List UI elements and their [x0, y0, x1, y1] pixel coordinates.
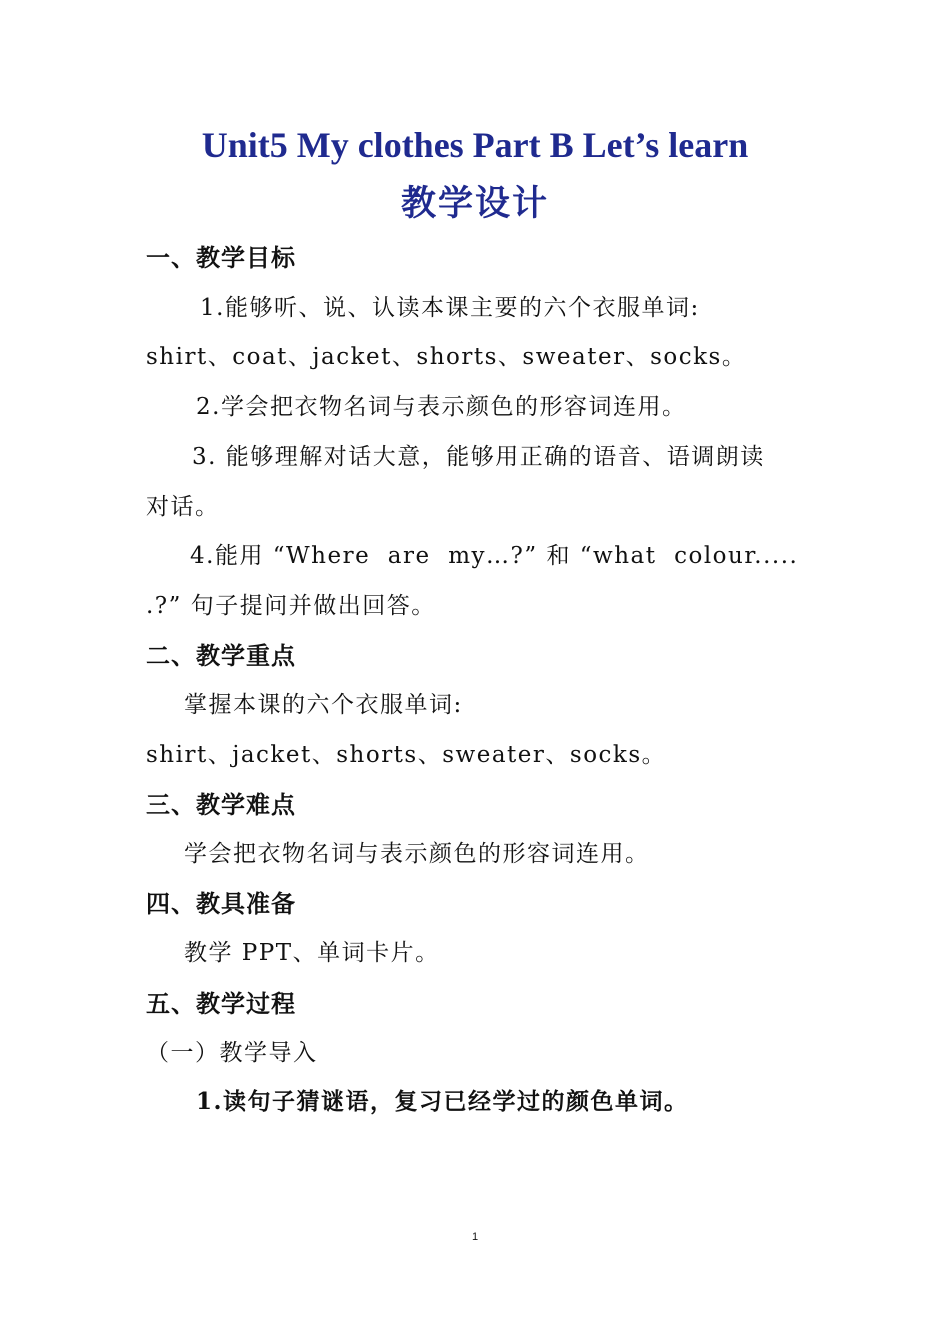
heading-key-points: 二、教学重点 [146, 642, 296, 670]
heading-difficulties: 三、教学难点 [146, 791, 296, 819]
heading-process: 五、教学过程 [146, 990, 296, 1018]
document-title: Unit5 My clothes Part B Let’s learn [201, 125, 749, 165]
process-sub-heading: （一）教学导入 [146, 1040, 318, 1066]
teaching-aids-text: 教学 PPT、单词卡片。 [184, 940, 440, 966]
objective-3-line1: 3. 能够理解对话大意，能够用正确的语音、语调朗读 [192, 444, 765, 470]
key-points-line1: 掌握本课的六个衣服单词: [184, 692, 463, 718]
objective-1-line1: 1.能够听、说、认读本课主要的六个衣服单词: [200, 295, 700, 321]
objective-4-line1: 4.能用 “Where are my…?” 和 “what colour..... [190, 543, 799, 569]
objective-4-line2: .?” 句子提问并做出回答。 [146, 593, 436, 619]
key-points-line2: shirt、jacket、shorts、sweater、socks。 [146, 742, 667, 768]
objective-3-line2: 对话。 [146, 494, 220, 520]
heading-teaching-aids: 四、教具准备 [146, 890, 296, 918]
process-step-1: 1.读句子猜谜语，复习已经学过的颜色单词。 [196, 1088, 689, 1115]
difficulties-text: 学会把衣物名词与表示颜色的形容词连用。 [184, 841, 650, 867]
document-subtitle: 教学设计 [400, 184, 549, 223]
page-number: 1 [471, 1231, 479, 1243]
heading-objectives: 一、教学目标 [146, 244, 296, 272]
objective-1-line2: shirt、coat、jacket、shorts、sweater、socks。 [146, 344, 747, 370]
objective-2: 2.学会把衣物名词与表示颜色的形容词连用。 [196, 394, 687, 420]
